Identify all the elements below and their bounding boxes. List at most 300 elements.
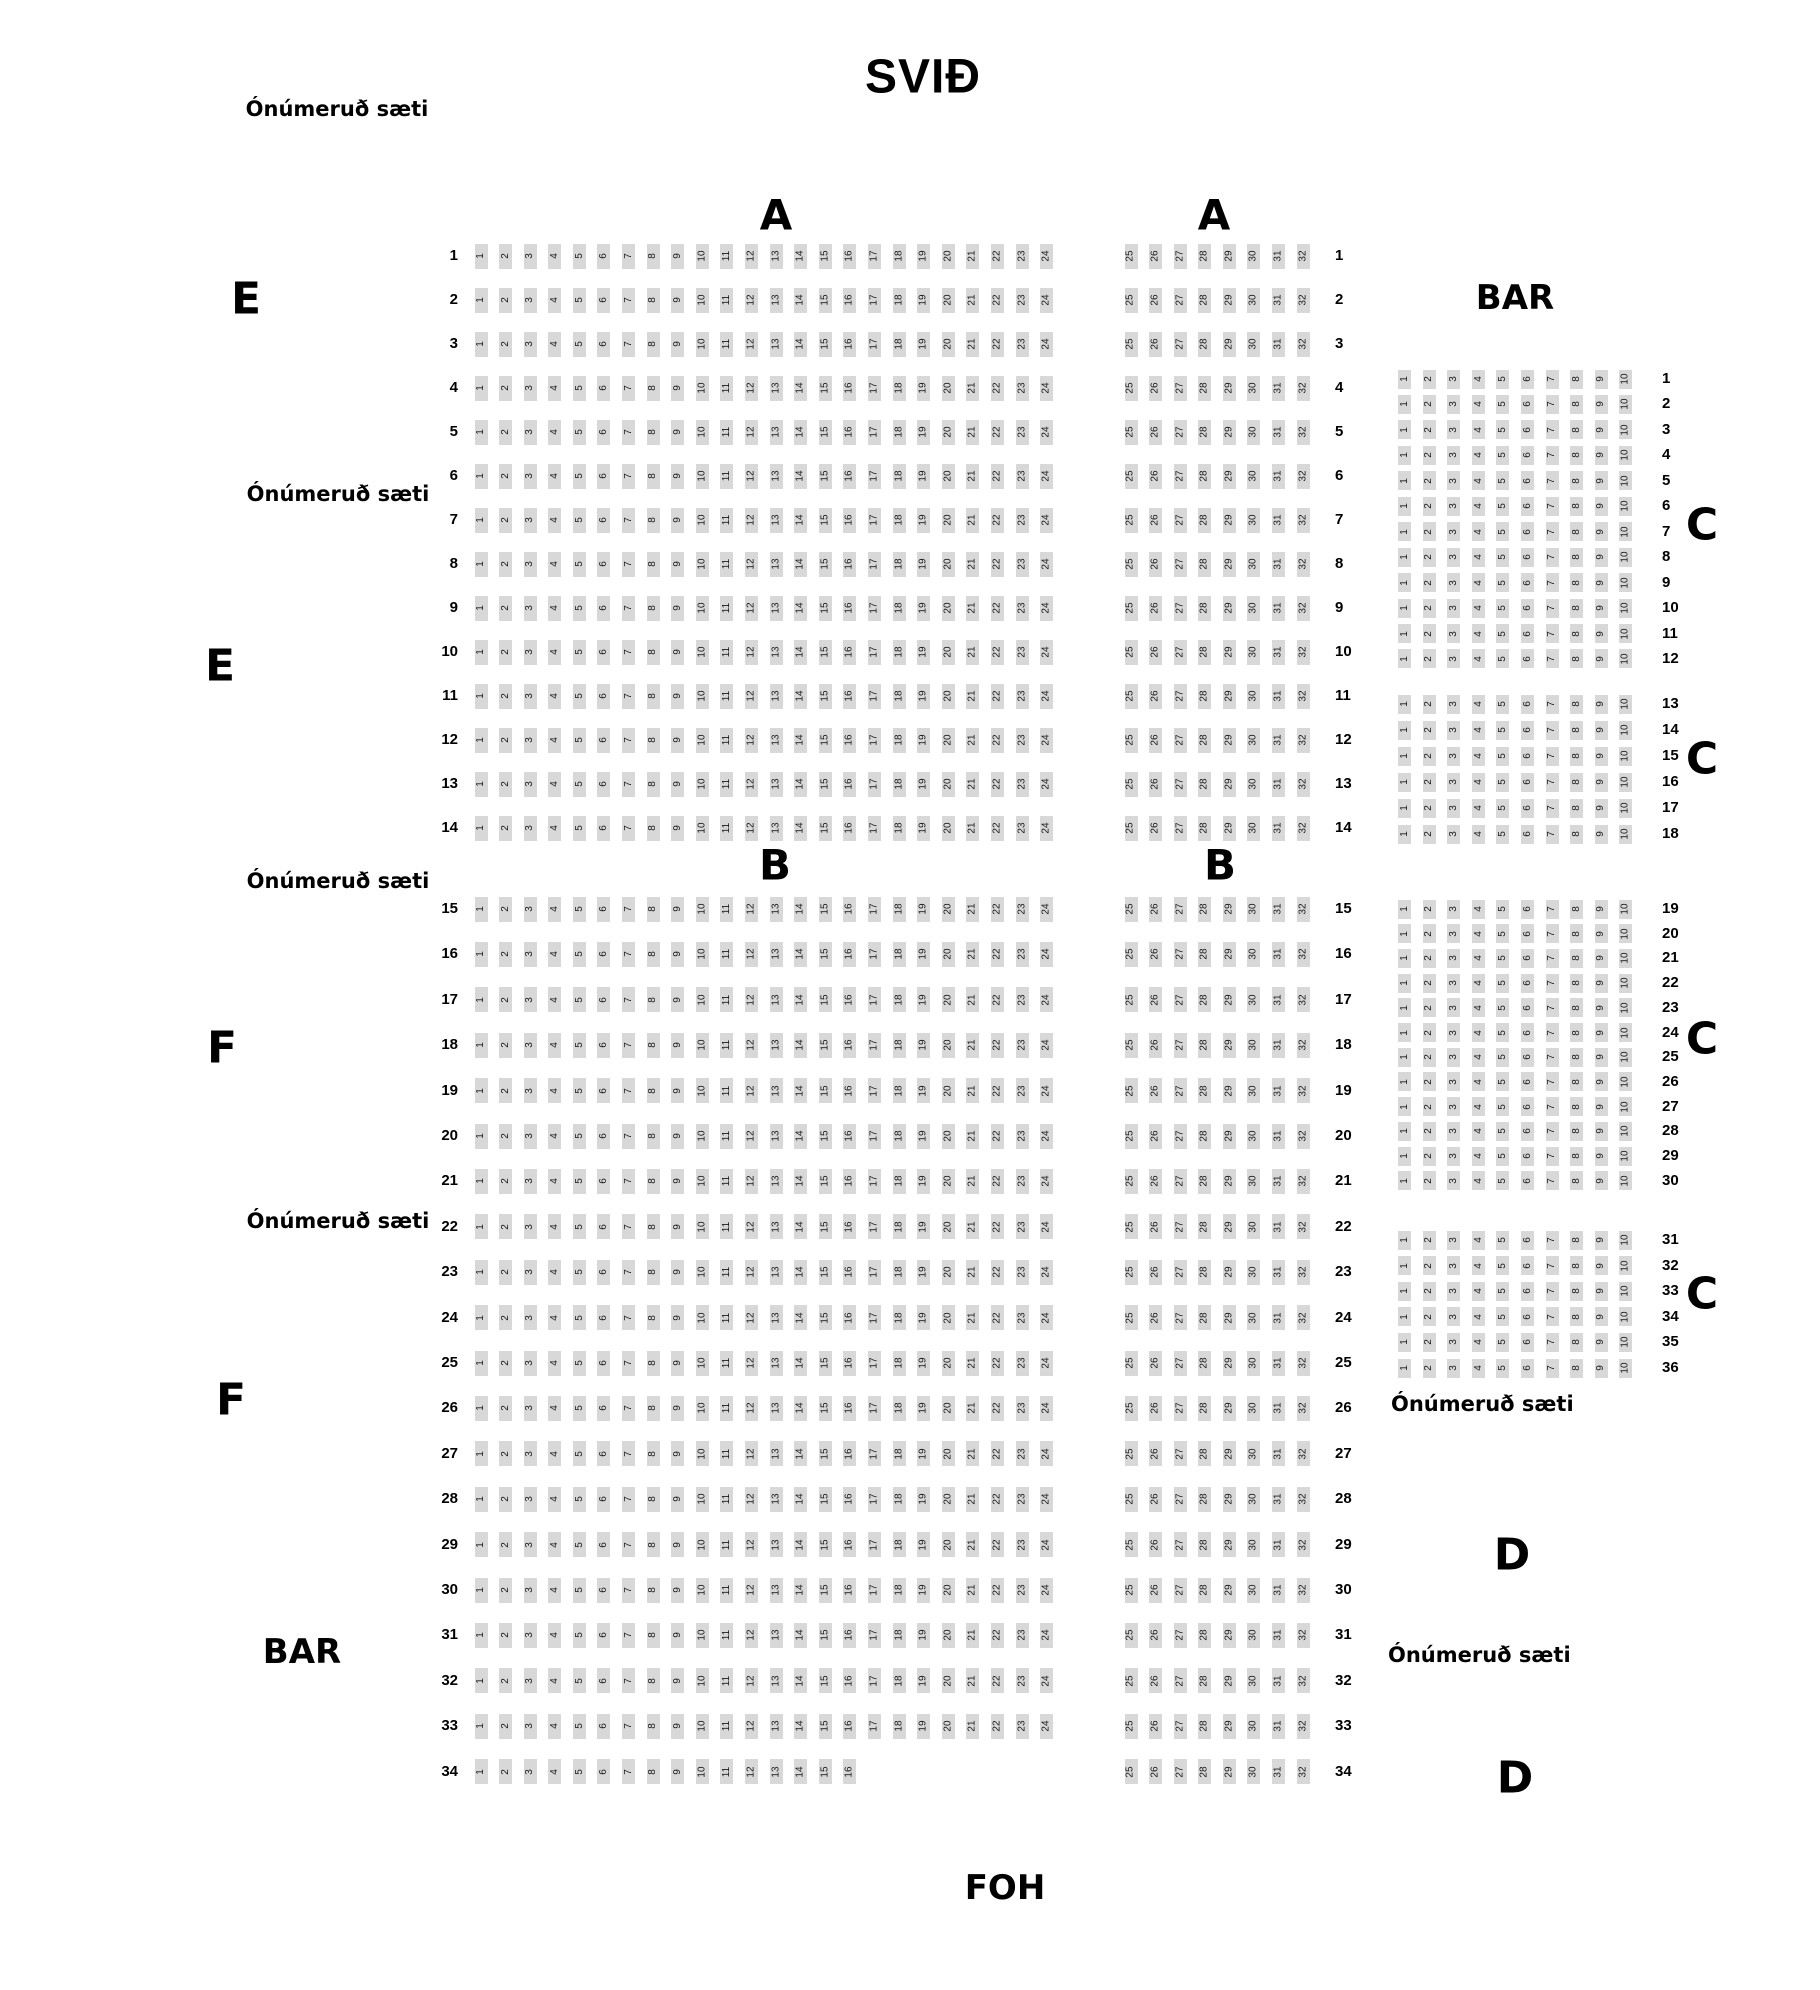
seat[interactable]: [597, 1441, 610, 1466]
seat[interactable]: [1423, 825, 1436, 844]
seat[interactable]: [1040, 332, 1053, 357]
seat[interactable]: [1272, 332, 1285, 357]
seat[interactable]: [1223, 1260, 1236, 1285]
seat[interactable]: [966, 464, 979, 489]
seat[interactable]: [499, 772, 512, 797]
seat[interactable]: [1496, 1048, 1509, 1067]
seat[interactable]: [1040, 1396, 1053, 1421]
seat[interactable]: [1247, 942, 1260, 967]
seat[interactable]: [819, 464, 832, 489]
seat[interactable]: [1595, 747, 1608, 766]
seat[interactable]: [548, 332, 561, 357]
seat[interactable]: [720, 1487, 733, 1512]
seat[interactable]: [1447, 998, 1460, 1017]
seat[interactable]: [1016, 420, 1029, 445]
seat[interactable]: [1619, 370, 1632, 389]
seat[interactable]: [1149, 1169, 1162, 1194]
seat[interactable]: [1447, 1282, 1460, 1301]
seat[interactable]: [1595, 900, 1608, 919]
seat[interactable]: [991, 244, 1004, 269]
seat[interactable]: [917, 508, 930, 533]
seat[interactable]: [917, 942, 930, 967]
seat[interactable]: [1297, 1351, 1310, 1376]
seat[interactable]: [1125, 1714, 1138, 1739]
seat[interactable]: [1016, 897, 1029, 922]
seat[interactable]: [597, 1169, 610, 1194]
seat[interactable]: [1247, 464, 1260, 489]
seat[interactable]: [597, 684, 610, 709]
seat[interactable]: [1423, 773, 1436, 792]
seat[interactable]: [647, 1623, 660, 1648]
seat[interactable]: [1595, 773, 1608, 792]
seat[interactable]: [475, 1124, 488, 1149]
seat[interactable]: [1016, 1078, 1029, 1103]
seat[interactable]: [942, 1305, 955, 1330]
seat[interactable]: [745, 1759, 758, 1784]
seat[interactable]: [1521, 1023, 1534, 1042]
seat[interactable]: [794, 376, 807, 401]
seat[interactable]: [1149, 1078, 1162, 1103]
seat[interactable]: [1198, 1169, 1211, 1194]
seat[interactable]: [1570, 1048, 1583, 1067]
seat[interactable]: [1149, 1487, 1162, 1512]
seat[interactable]: [1125, 1396, 1138, 1421]
seat[interactable]: [696, 728, 709, 753]
seat[interactable]: [942, 942, 955, 967]
seat[interactable]: [1570, 924, 1583, 943]
seat[interactable]: [1247, 376, 1260, 401]
seat[interactable]: [843, 1169, 856, 1194]
seat[interactable]: [1247, 1396, 1260, 1421]
seat[interactable]: [794, 1441, 807, 1466]
seat[interactable]: [770, 420, 783, 445]
seat[interactable]: [991, 1714, 1004, 1739]
seat[interactable]: [991, 1668, 1004, 1693]
seat[interactable]: [893, 1214, 906, 1239]
seat[interactable]: [597, 1532, 610, 1557]
seat[interactable]: [1272, 596, 1285, 621]
seat[interactable]: [1472, 900, 1485, 919]
seat[interactable]: [1040, 987, 1053, 1012]
seat[interactable]: [524, 1668, 537, 1693]
seat[interactable]: [794, 1033, 807, 1058]
seat[interactable]: [1198, 244, 1211, 269]
seat[interactable]: [1496, 497, 1509, 516]
seat[interactable]: [868, 942, 881, 967]
seat[interactable]: [1297, 1759, 1310, 1784]
seat[interactable]: [1223, 942, 1236, 967]
seat[interactable]: [794, 1351, 807, 1376]
seat[interactable]: [966, 772, 979, 797]
seat[interactable]: [843, 1124, 856, 1149]
seat[interactable]: [475, 684, 488, 709]
seat[interactable]: [524, 1532, 537, 1557]
seat[interactable]: [1595, 649, 1608, 668]
seat[interactable]: [573, 1668, 586, 1693]
seat[interactable]: [1570, 548, 1583, 567]
seat[interactable]: [475, 464, 488, 489]
seat[interactable]: [1570, 1097, 1583, 1116]
seat[interactable]: [770, 772, 783, 797]
seat[interactable]: [548, 376, 561, 401]
seat[interactable]: [794, 728, 807, 753]
seat[interactable]: [1619, 900, 1632, 919]
seat[interactable]: [1297, 1305, 1310, 1330]
seat[interactable]: [622, 1532, 635, 1557]
seat[interactable]: [1297, 596, 1310, 621]
seat[interactable]: [745, 728, 758, 753]
seat[interactable]: [991, 1124, 1004, 1149]
seat[interactable]: [794, 1759, 807, 1784]
seat[interactable]: [1149, 640, 1162, 665]
seat[interactable]: [843, 640, 856, 665]
seat[interactable]: [1447, 370, 1460, 389]
seat[interactable]: [1595, 420, 1608, 439]
seat[interactable]: [819, 728, 832, 753]
seat[interactable]: [1149, 288, 1162, 313]
seat[interactable]: [1272, 1214, 1285, 1239]
seat[interactable]: [1016, 772, 1029, 797]
seat[interactable]: [942, 1078, 955, 1103]
seat[interactable]: [524, 244, 537, 269]
seat[interactable]: [1398, 900, 1411, 919]
seat[interactable]: [548, 1033, 561, 1058]
seat[interactable]: [1174, 376, 1187, 401]
seat[interactable]: [1447, 799, 1460, 818]
seat[interactable]: [868, 728, 881, 753]
seat[interactable]: [1297, 1396, 1310, 1421]
seat[interactable]: [1398, 548, 1411, 567]
seat[interactable]: [1546, 1231, 1559, 1250]
seat[interactable]: [1149, 376, 1162, 401]
seat[interactable]: [597, 942, 610, 967]
seat[interactable]: [475, 288, 488, 313]
seat[interactable]: [1447, 1097, 1460, 1116]
seat[interactable]: [573, 332, 586, 357]
seat[interactable]: [1040, 1578, 1053, 1603]
seat[interactable]: [696, 288, 709, 313]
seat[interactable]: [991, 987, 1004, 1012]
seat[interactable]: [1198, 897, 1211, 922]
seat[interactable]: [1125, 1351, 1138, 1376]
seat[interactable]: [1521, 497, 1534, 516]
seat[interactable]: [548, 1351, 561, 1376]
seat[interactable]: [548, 640, 561, 665]
seat[interactable]: [1040, 244, 1053, 269]
seat[interactable]: [1521, 949, 1534, 968]
seat[interactable]: [942, 1260, 955, 1285]
seat[interactable]: [1398, 1231, 1411, 1250]
seat[interactable]: [893, 1396, 906, 1421]
seat[interactable]: [1040, 508, 1053, 533]
seat[interactable]: [696, 244, 709, 269]
seat[interactable]: [942, 1714, 955, 1739]
seat[interactable]: [770, 1623, 783, 1648]
seat[interactable]: [1423, 949, 1436, 968]
seat[interactable]: [794, 1578, 807, 1603]
seat[interactable]: [647, 1396, 660, 1421]
seat[interactable]: [1223, 1441, 1236, 1466]
seat[interactable]: [1398, 1147, 1411, 1166]
seat[interactable]: [893, 1578, 906, 1603]
seat[interactable]: [1149, 244, 1162, 269]
seat[interactable]: [597, 1214, 610, 1239]
seat[interactable]: [475, 1714, 488, 1739]
seat[interactable]: [671, 376, 684, 401]
seat[interactable]: [966, 596, 979, 621]
seat[interactable]: [499, 987, 512, 1012]
seat[interactable]: [573, 1351, 586, 1376]
seat[interactable]: [1398, 1333, 1411, 1352]
seat[interactable]: [499, 1668, 512, 1693]
seat[interactable]: [1040, 772, 1053, 797]
seat[interactable]: [1447, 974, 1460, 993]
seat[interactable]: [868, 684, 881, 709]
seat[interactable]: [1223, 1305, 1236, 1330]
seat[interactable]: [597, 552, 610, 577]
seat[interactable]: [1223, 1759, 1236, 1784]
seat[interactable]: [1149, 1441, 1162, 1466]
seat[interactable]: [1619, 599, 1632, 618]
seat[interactable]: [475, 420, 488, 445]
seat[interactable]: [1472, 998, 1485, 1017]
seat[interactable]: [917, 332, 930, 357]
seat[interactable]: [1174, 640, 1187, 665]
seat[interactable]: [1247, 1487, 1260, 1512]
seat[interactable]: [893, 1169, 906, 1194]
seat[interactable]: [819, 1623, 832, 1648]
seat[interactable]: [1125, 288, 1138, 313]
seat[interactable]: [1570, 900, 1583, 919]
seat[interactable]: [1595, 1023, 1608, 1042]
seat[interactable]: [1521, 1333, 1534, 1352]
seat[interactable]: [1149, 1668, 1162, 1693]
seat[interactable]: [1174, 244, 1187, 269]
seat[interactable]: [1016, 1441, 1029, 1466]
seat[interactable]: [622, 1214, 635, 1239]
seat[interactable]: [942, 332, 955, 357]
seat[interactable]: [720, 1033, 733, 1058]
seat[interactable]: [917, 1487, 930, 1512]
seat[interactable]: [524, 596, 537, 621]
seat[interactable]: [499, 1487, 512, 1512]
seat[interactable]: [843, 728, 856, 753]
seat[interactable]: [1040, 728, 1053, 753]
seat[interactable]: [917, 1078, 930, 1103]
seat[interactable]: [1016, 942, 1029, 967]
seat[interactable]: [671, 1396, 684, 1421]
seat[interactable]: [1272, 508, 1285, 533]
seat[interactable]: [1423, 1307, 1436, 1326]
seat[interactable]: [1496, 1171, 1509, 1190]
seat[interactable]: [1619, 747, 1632, 766]
seat[interactable]: [1472, 370, 1485, 389]
seat[interactable]: [1398, 1171, 1411, 1190]
seat[interactable]: [843, 1759, 856, 1784]
seat[interactable]: [548, 288, 561, 313]
seat[interactable]: [1125, 1441, 1138, 1466]
seat[interactable]: [524, 816, 537, 841]
seat[interactable]: [1595, 1231, 1608, 1250]
seat[interactable]: [942, 684, 955, 709]
seat[interactable]: [1595, 497, 1608, 516]
seat[interactable]: [1272, 1351, 1285, 1376]
seat[interactable]: [1223, 1623, 1236, 1648]
seat[interactable]: [1595, 599, 1608, 618]
seat[interactable]: [868, 772, 881, 797]
seat[interactable]: [1297, 1714, 1310, 1739]
seat[interactable]: [843, 897, 856, 922]
seat[interactable]: [1521, 1282, 1534, 1301]
seat[interactable]: [1016, 552, 1029, 577]
seat[interactable]: [942, 552, 955, 577]
seat[interactable]: [647, 772, 660, 797]
seat[interactable]: [1619, 799, 1632, 818]
seat[interactable]: [1272, 1532, 1285, 1557]
seat[interactable]: [1223, 897, 1236, 922]
seat[interactable]: [1297, 1487, 1310, 1512]
seat[interactable]: [1472, 573, 1485, 592]
seat[interactable]: [573, 420, 586, 445]
seat[interactable]: [942, 1623, 955, 1648]
seat[interactable]: [1619, 573, 1632, 592]
seat[interactable]: [819, 1532, 832, 1557]
seat[interactable]: [671, 1487, 684, 1512]
seat[interactable]: [475, 1487, 488, 1512]
seat[interactable]: [1546, 1171, 1559, 1190]
seat[interactable]: [548, 1714, 561, 1739]
seat[interactable]: [622, 420, 635, 445]
seat[interactable]: [597, 332, 610, 357]
seat[interactable]: [1398, 1097, 1411, 1116]
seat[interactable]: [1016, 1214, 1029, 1239]
seat[interactable]: [475, 1078, 488, 1103]
seat[interactable]: [1040, 1305, 1053, 1330]
seat[interactable]: [622, 942, 635, 967]
seat[interactable]: [1447, 497, 1460, 516]
seat[interactable]: [475, 987, 488, 1012]
seat[interactable]: [1447, 1171, 1460, 1190]
seat[interactable]: [991, 816, 1004, 841]
seat[interactable]: [770, 552, 783, 577]
seat[interactable]: [671, 1124, 684, 1149]
seat[interactable]: [1272, 1260, 1285, 1285]
seat[interactable]: [524, 1623, 537, 1648]
seat[interactable]: [794, 464, 807, 489]
seat[interactable]: [671, 987, 684, 1012]
seat[interactable]: [696, 508, 709, 533]
seat[interactable]: [1595, 522, 1608, 541]
seat[interactable]: [524, 684, 537, 709]
seat[interactable]: [1174, 1351, 1187, 1376]
seat[interactable]: [794, 816, 807, 841]
seat[interactable]: [1198, 508, 1211, 533]
seat[interactable]: [1570, 1147, 1583, 1166]
seat[interactable]: [524, 1351, 537, 1376]
seat[interactable]: [1174, 1260, 1187, 1285]
seat[interactable]: [1297, 1578, 1310, 1603]
seat[interactable]: [671, 1578, 684, 1603]
seat[interactable]: [1198, 1714, 1211, 1739]
seat[interactable]: [696, 332, 709, 357]
seat[interactable]: [770, 897, 783, 922]
seat[interactable]: [1198, 1441, 1211, 1466]
seat[interactable]: [794, 552, 807, 577]
seat[interactable]: [991, 1169, 1004, 1194]
seat[interactable]: [991, 464, 1004, 489]
seat[interactable]: [1496, 522, 1509, 541]
seat[interactable]: [917, 728, 930, 753]
seat[interactable]: [868, 1396, 881, 1421]
seat[interactable]: [1040, 942, 1053, 967]
seat[interactable]: [671, 728, 684, 753]
seat[interactable]: [942, 1668, 955, 1693]
seat[interactable]: [966, 1441, 979, 1466]
seat[interactable]: [1223, 596, 1236, 621]
seat[interactable]: [524, 376, 537, 401]
seat[interactable]: [1174, 1759, 1187, 1784]
seat[interactable]: [794, 942, 807, 967]
seat[interactable]: [1447, 1023, 1460, 1042]
seat[interactable]: [1423, 695, 1436, 714]
seat[interactable]: [1423, 1023, 1436, 1042]
seat[interactable]: [1398, 1282, 1411, 1301]
seat[interactable]: [475, 1623, 488, 1648]
seat[interactable]: [573, 288, 586, 313]
seat[interactable]: [1398, 446, 1411, 465]
seat[interactable]: [1521, 1122, 1534, 1141]
seat[interactable]: [597, 376, 610, 401]
seat[interactable]: [671, 1759, 684, 1784]
seat[interactable]: [1125, 987, 1138, 1012]
seat[interactable]: [1423, 395, 1436, 414]
seat[interactable]: [647, 1487, 660, 1512]
seat[interactable]: [597, 728, 610, 753]
seat[interactable]: [770, 1396, 783, 1421]
seat[interactable]: [819, 942, 832, 967]
seat[interactable]: [893, 420, 906, 445]
seat[interactable]: [1149, 1260, 1162, 1285]
seat[interactable]: [966, 1260, 979, 1285]
seat[interactable]: [770, 1487, 783, 1512]
seat[interactable]: [1272, 1623, 1285, 1648]
seat[interactable]: [770, 987, 783, 1012]
seat[interactable]: [1247, 1714, 1260, 1739]
seat[interactable]: [1198, 376, 1211, 401]
seat[interactable]: [1521, 1231, 1534, 1250]
seat[interactable]: [1016, 1260, 1029, 1285]
seat[interactable]: [1472, 1072, 1485, 1091]
seat[interactable]: [597, 1124, 610, 1149]
seat[interactable]: [1125, 596, 1138, 621]
seat[interactable]: [966, 376, 979, 401]
seat[interactable]: [917, 1260, 930, 1285]
seat[interactable]: [671, 1214, 684, 1239]
seat[interactable]: [1546, 799, 1559, 818]
seat[interactable]: [475, 816, 488, 841]
seat[interactable]: [966, 1305, 979, 1330]
seat[interactable]: [1149, 1714, 1162, 1739]
seat[interactable]: [499, 684, 512, 709]
seat[interactable]: [966, 1623, 979, 1648]
seat[interactable]: [548, 1578, 561, 1603]
seat[interactable]: [770, 288, 783, 313]
seat[interactable]: [622, 1668, 635, 1693]
seat[interactable]: [597, 816, 610, 841]
seat[interactable]: [1546, 1333, 1559, 1352]
seat[interactable]: [942, 772, 955, 797]
seat[interactable]: [622, 728, 635, 753]
